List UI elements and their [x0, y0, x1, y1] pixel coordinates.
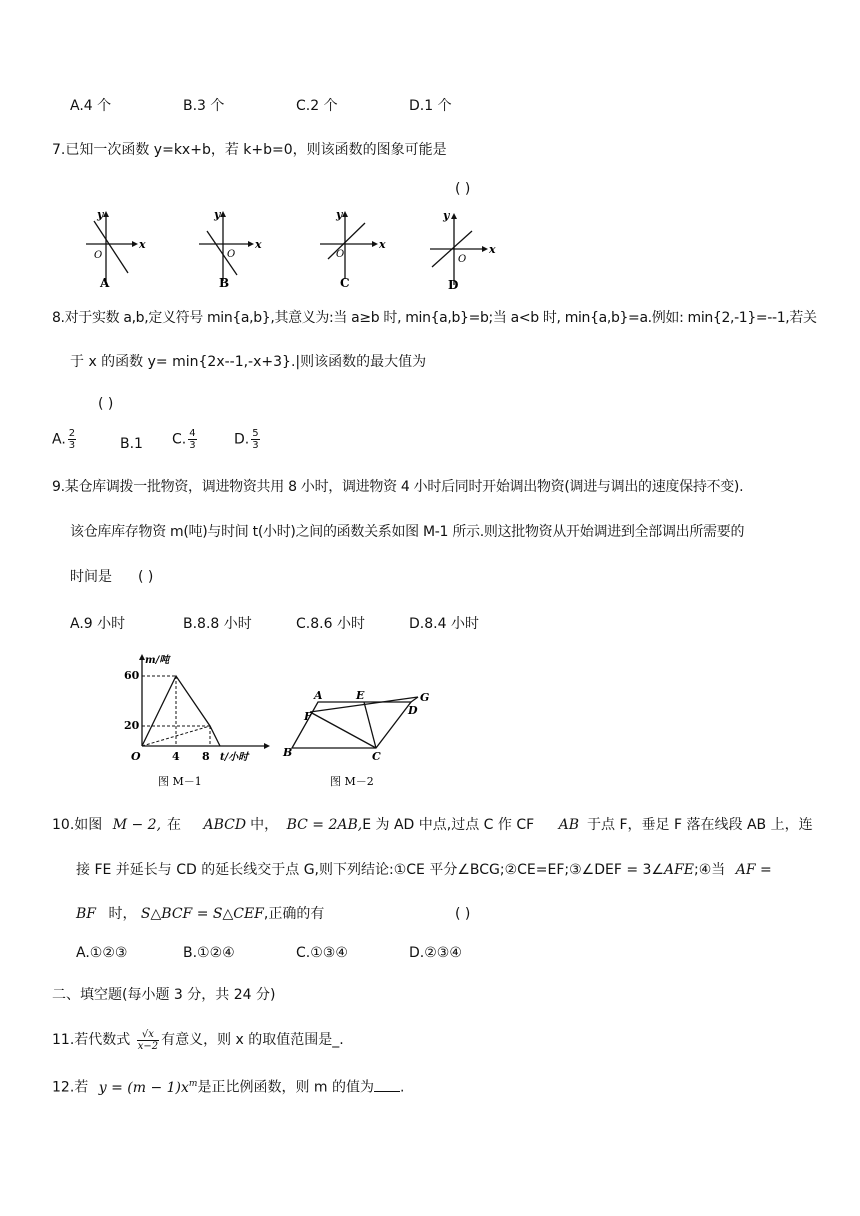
figure-m1 — [120, 648, 285, 793]
svg-text:x: x — [379, 238, 386, 251]
svg-text:y: y — [214, 208, 221, 221]
q10-option-c: C.①③④ — [296, 945, 348, 961]
q10-line-3: BF 时， S△BCF = S△CEF,正确的有 — [76, 906, 325, 922]
q7-stem: 7.已知一次函数 y=kx+b，若 k+b=0，则该函数的图象可能是 — [52, 142, 447, 158]
q10-answer-paren: ( ) — [455, 906, 471, 922]
q10-line-2: 接 FE 并延长与 CD 的延长线交于点 G,则下列结论:①CE 平分∠BCG;②CE=EF;③∠DEF = 3∠AFE;④当 AF = — [76, 862, 772, 878]
svg-text:x: x — [489, 243, 496, 256]
q6-option-b: B.3 个 — [183, 98, 225, 114]
q7-graphs — [80, 205, 500, 295]
q9-option-d: D.8.4 小时 — [409, 616, 479, 632]
figure-m2-caption: 图 M－2 — [330, 775, 374, 788]
svg-text:B: B — [283, 746, 293, 759]
svg-text:x: x — [255, 238, 262, 251]
q8-option-d: D. $\frac{5}{3}$ — [234, 428, 259, 451]
q8-line-1: 8.对于实数 a,b,定义符号 min{a,b},其意义为:当 a≥b 时, min{a,b}=b;当 a<b 时, min{a,b}=a.例如: min{2,-1}=--1,若关 — [52, 310, 817, 326]
svg-text:y: y — [336, 208, 343, 221]
q8-line-2: 于 x 的函数 y= min{2x--1,-x+3}.|则该函数的最大值为 — [70, 354, 427, 370]
q11: 11.若代数式 $\frac{√x}{x-2}$ 有意义，则 x 的取值范围是_. — [52, 1028, 344, 1052]
q9-line-2: 该仓库库存物资 m(吨)与时间 t(小时)之间的函数关系如图 M-1 所示.则这批物资从开始调进到全部调出所需要的 — [70, 524, 745, 540]
svg-text:y: y — [97, 208, 104, 221]
svg-text:t/小时: t/小时 — [220, 752, 249, 763]
svg-text:O: O — [131, 750, 141, 763]
svg-text:20: 20 — [124, 719, 140, 732]
svg-text:O: O — [336, 249, 345, 260]
q7-graph-label-c: C — [340, 276, 350, 290]
q7-graph-label-a: A — [100, 276, 110, 290]
svg-text:A: A — [314, 689, 323, 702]
q6-option-c: C.2 个 — [296, 98, 338, 114]
q9-answer-paren: ( ) — [138, 569, 154, 585]
svg-text:O: O — [94, 250, 103, 261]
q9-option-b: B.8.8 小时 — [183, 616, 252, 632]
q10-option-d: D.②③④ — [409, 945, 462, 961]
q9-line-1: 9.某仓库调拨一批物资，调进物资共用 8 小时，调进物资 4 小时后同时开始调出物资(调进与调出的速度保持不变). — [52, 479, 744, 495]
q9-option-a: A.9 小时 — [70, 616, 126, 632]
figure-m1-caption: 图 M－1 — [158, 775, 202, 788]
q8-option-c: C. $\frac{4}{3}$ — [172, 428, 196, 451]
svg-text:F: F — [304, 710, 312, 723]
q12-answer-blank — [374, 1079, 400, 1092]
svg-text:C: C — [372, 750, 381, 763]
q8-answer-paren: ( ) — [98, 396, 114, 412]
svg-text:8: 8 — [202, 750, 210, 763]
q7-graph-d — [430, 209, 496, 292]
q9-option-c: C.8.6 小时 — [296, 616, 365, 632]
q9-line-3: 时间是 — [70, 569, 112, 585]
svg-text:O: O — [227, 249, 236, 260]
q10-line-1: 10.如图 M − 2, 在 ABCD 中， BC = 2AB,E 为 AD 中点,过点 C 作 CF AB 于点 F，垂足 F 落在线段 AB 上，连 — [52, 817, 813, 833]
q6-option-a: A.4 个 — [70, 98, 112, 114]
q7-answer-paren: ( ) — [455, 181, 471, 197]
q7-graph-c — [320, 208, 386, 290]
svg-text:D: D — [408, 704, 418, 717]
q7-graph-a — [86, 208, 146, 290]
q10-option-a: A.①②③ — [76, 945, 128, 961]
q12: 12.若 $y = (m - 1)x^m$是正比例函数，则 m 的值为 . — [52, 1079, 405, 1096]
svg-text:60: 60 — [124, 669, 140, 682]
section-2-title: 二、填空题(每小题 3 分，共 24 分) — [52, 987, 276, 1003]
svg-text:4: 4 — [172, 750, 180, 763]
svg-text:m/吨: m/吨 — [145, 655, 170, 666]
svg-text:x: x — [139, 238, 146, 251]
svg-text:E: E — [356, 689, 365, 702]
svg-text:O: O — [458, 254, 467, 265]
q7-graph-label-b: B — [219, 276, 230, 290]
svg-text:y: y — [443, 209, 450, 222]
figure-m2 — [280, 688, 440, 792]
q6-option-d: D.1 个 — [409, 98, 452, 114]
q10-option-b: B.①②④ — [183, 945, 235, 961]
q7-graph-b — [199, 208, 262, 290]
svg-text:G: G — [420, 691, 430, 704]
q8-option-a: A. $\frac{2}{3}$ — [52, 428, 76, 451]
q7-graph-label-d: D — [448, 278, 459, 292]
q8-option-b: B.1 — [120, 436, 143, 452]
